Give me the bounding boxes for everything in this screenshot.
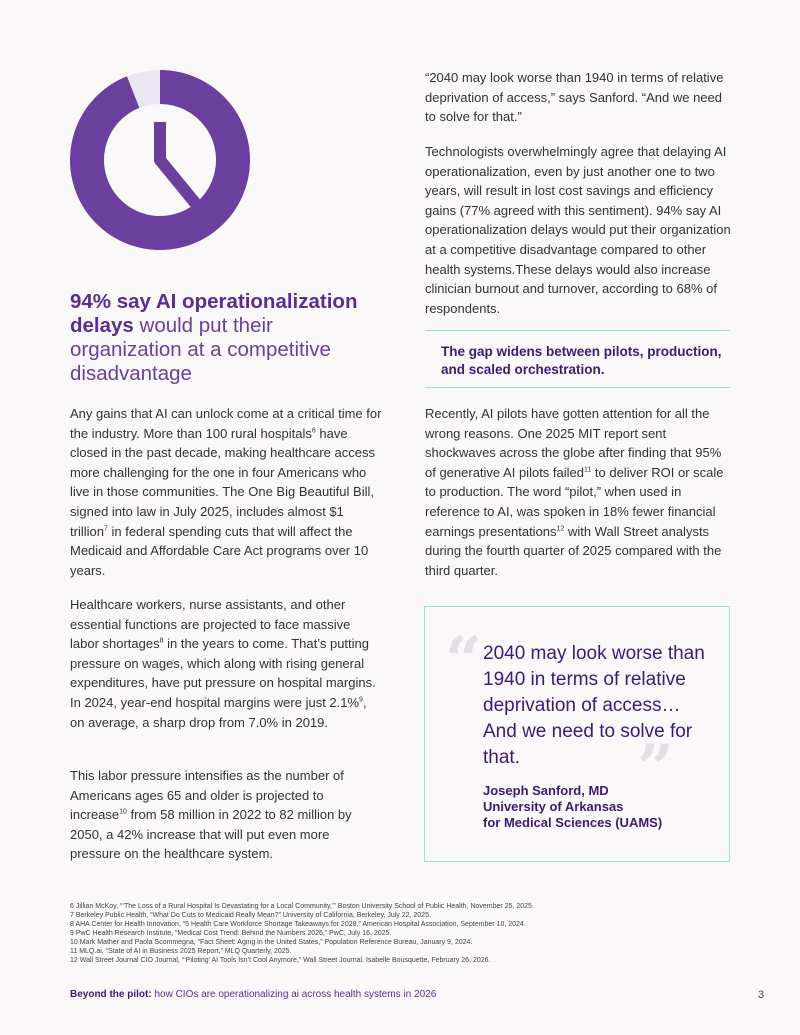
left-paragraph-3 [70, 766, 382, 864]
pull-quote-text: 2040 may look worse than 1940 in terms of relative deprivation of access… And we need to solve for that. [483, 643, 705, 768]
right-paragraph-3 [425, 404, 735, 580]
left-paragraph-2 [70, 595, 382, 732]
footnote-ref: 11 [584, 466, 592, 474]
text-run: Any gains that AI can unlock come at a critical time for the industry. More than 100 rural hospitals [70, 406, 382, 441]
clock-icon [154, 122, 205, 215]
footer-title [70, 989, 436, 1000]
right-paragraph-1: “2040 may look worse than 1940 in terms of relative deprivation of access,” says Sanford. “And we need to solve for that.” [425, 70, 724, 125]
quote-author: Joseph Sanford, MD [483, 783, 609, 798]
text-run: have closed in the past decade, making healthcare access more challenging for the one in four Americans who live in those communities. The One Big Beautiful Bill, signed into law in July 2025, includes almost $1 trillion [70, 425, 375, 539]
section-headline [70, 290, 390, 386]
text-run: This labor pressure intensifies as the number of Americans ages 65 and older is projected to increase [70, 768, 344, 823]
section-callout [425, 330, 730, 388]
left-paragraph-1 [70, 404, 382, 580]
close-quote-icon: ” [637, 731, 674, 806]
pull-quote-box [424, 606, 730, 862]
footnote-9: 9 PwC Health Research Institute, “Medical Cost Trend: Behind the Numbers 2026,” PwC, July 16, 2025. [70, 930, 392, 937]
open-quote-icon: “ [445, 623, 482, 698]
text-run: Healthcare workers, nurse assistants, and other essential functions are projected to face massive labor shortages [70, 597, 351, 652]
text-run: with Wall Street analysts during the fourth quarter of 2025 compared with the third quarter. [425, 523, 722, 578]
footnote-6: 6 Jillian McKoy, “‘The Loss of a Rural Hospital Is Devastating for a Local Community,’” Boston University School of Public Health, November 25, 2025. [70, 903, 534, 910]
text-run: to deliver ROI or scale to production. The word “pilot,” when used in reference to AI, was spoken in 18% fewer financial earnings presentations [425, 464, 724, 539]
footer-title-rest: how CIOs are operationalizing ai across health systems in 2026 [151, 989, 437, 1000]
footer-title-bold: Beyond the pilot: [70, 989, 152, 1000]
footnote-ref: 8 [159, 637, 164, 645]
footnote-ref: 6 [311, 427, 316, 435]
footnote-ref: 12 [556, 525, 565, 533]
quote-org-line-1: University of Arkansas [483, 799, 624, 814]
quote-org-line-2: for Medical Sciences (UAMS) [483, 815, 663, 830]
footnote-10: 10 Mark Mather and Paola Scommegna, “Fact Sheet: Aging in the United States,” Population Reference Bureau, January 9, 2024. [70, 939, 473, 946]
text-run: from 58 million in 2022 to 82 million by 2050, a 42% increase that will put even more pressure on the healthcare system. [70, 807, 352, 862]
footnotes [70, 902, 730, 965]
text-run: in the years to come. That’s putting pressure on wages, which along with rising general expenditures, have put pressure on hospital margins. In 2024, year-end hospital margins were just 2.1% [70, 636, 376, 710]
callout-text: The gap widens between pilots, production, and scaled orchestration. [441, 344, 722, 377]
footnote-7: 7 Berkeley Public Health, “What Do Cuts to Medicaid Really Mean?” University of California, Berkeley, July 22, 2025. [70, 912, 431, 919]
right-paragraph-2: Technologists overwhelmingly agree that delaying AI operationalization, even by just another one to two years, will result in lost cost savings and efficiency gains (77% agreed with this sentiment). 94% say AI operationalization delays would put their organization at a competitive disadvantage compared to other health systems.These delays would also increase clinician burnout and turnover, according to 68% of respondents. [425, 144, 731, 316]
footnote-11: 11 MLQ.ai, “State of AI in Business 2025 Report,” MLQ Quarterly, 2025. [70, 948, 292, 955]
text-run: , on average, a sharp drop from 7.0% in 2019. [70, 694, 367, 730]
page-number: 3 [758, 989, 765, 1001]
footnote-ref: 7 [103, 525, 108, 533]
headline-rest: would put their organization at a competitive disadvantage [70, 314, 331, 385]
footnote-ref: 10 [119, 808, 127, 816]
text-run: in federal spending cuts that will affect the Medicaid and Affordable Care Act programs over 10 years. [70, 523, 369, 578]
text-run: Recently, AI pilots have gotten attention for all the wrong reasons. One 2025 MIT report sent shockwaves across the globe after finding that 95% of generative AI pilots failed [425, 406, 722, 480]
footnote-8: 8 AHA Center for Health Innovation, “5 Health Care Workforce Shortage Takeaways for 2028,” American Hospital Association, September 10, 2024. [70, 921, 526, 928]
quote-attribution [483, 783, 713, 831]
footnote-12: 12 Wall Street Journal CIO Journal, “‘Piloting’ AI Tools Isn’t Cool Anymore,” Wall Street Journal. Isabelle Bousquette, February 26, 2026. [70, 957, 491, 964]
footnote-ref: 9 [359, 696, 363, 704]
clock-donut-graphic [70, 70, 250, 250]
headline-bold: 94% say AI operationalization delays [70, 290, 358, 337]
